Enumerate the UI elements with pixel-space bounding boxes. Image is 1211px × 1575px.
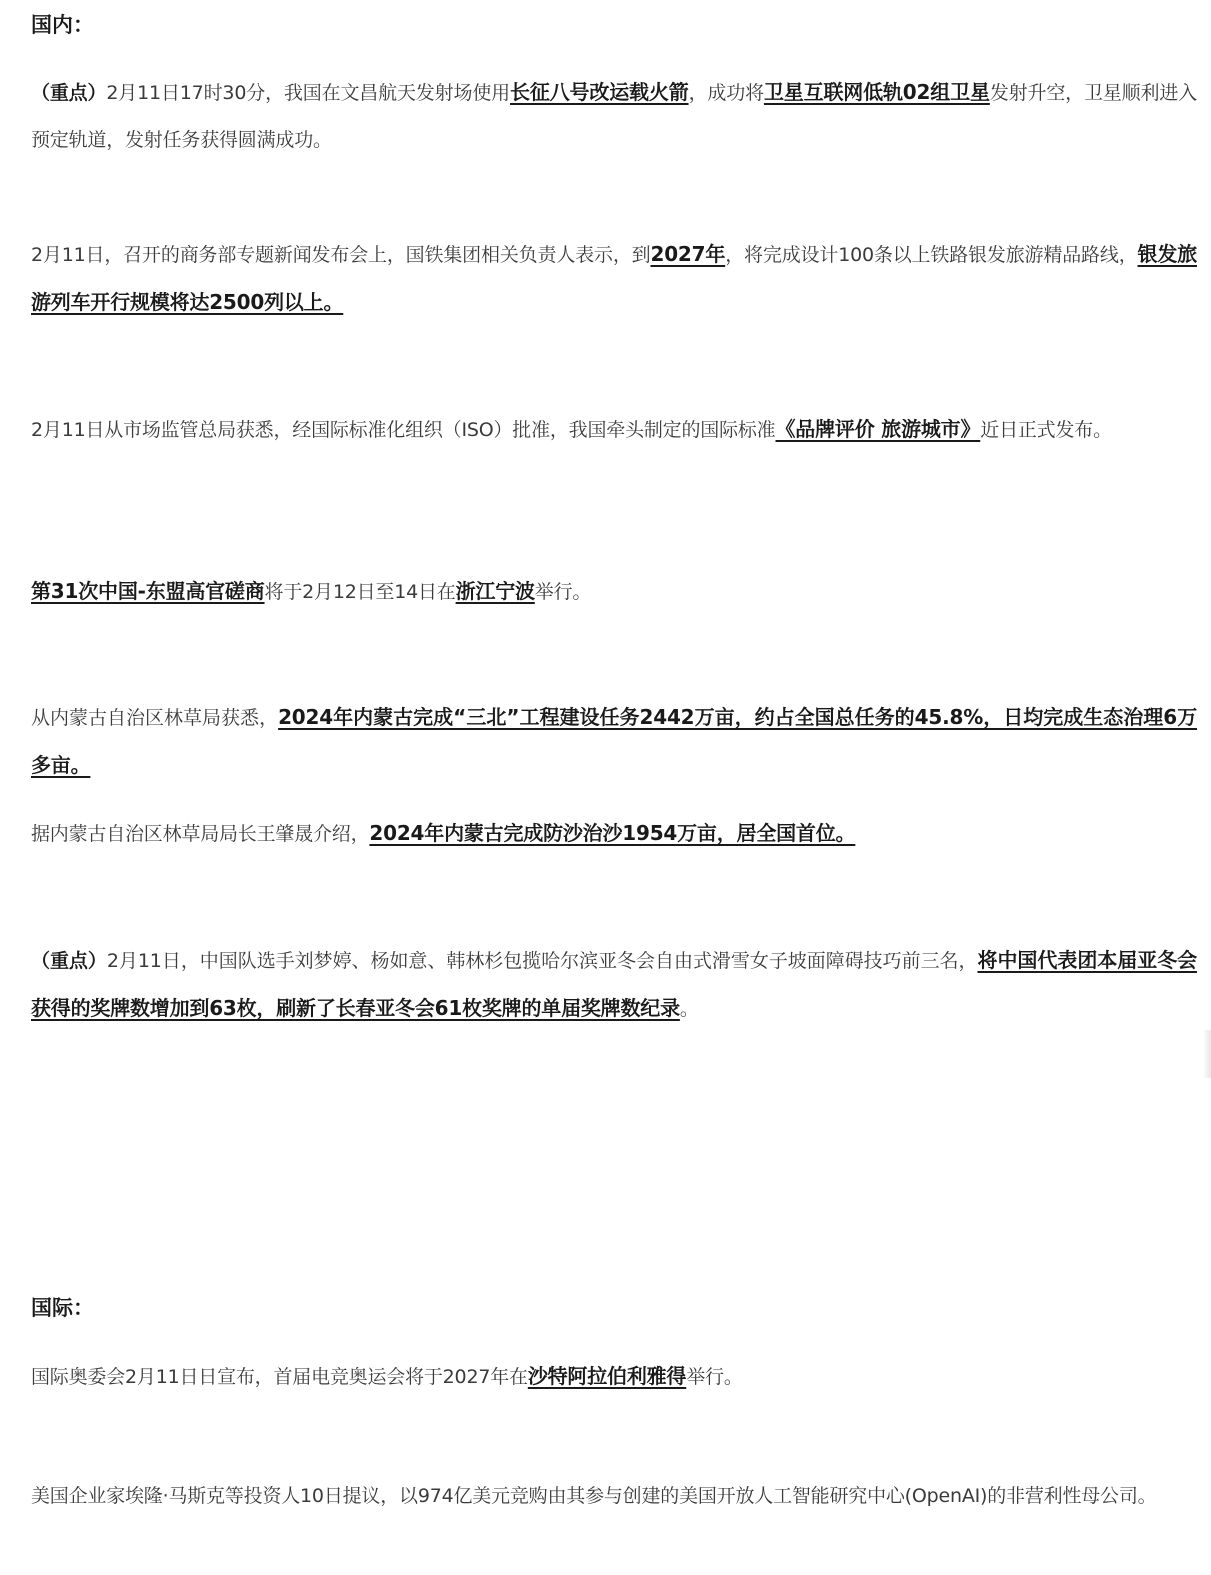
item-text: 2月11日，中国队选手刘梦婷、杨如意、韩林杉包揽哈尔滨亚冬会自由式滑雪女子坡面障碍技巧前三名， bbox=[106, 950, 978, 972]
news-item-asean bbox=[31, 568, 1197, 616]
key-tag: （重点） bbox=[31, 950, 107, 972]
item-text: 2月11日，召开的商务部专题新闻发布会上，国铁集团相关负责人表示，到 bbox=[31, 244, 651, 266]
highlight-ningbo: 浙江宁波 bbox=[455, 579, 535, 603]
news-item-three-north bbox=[31, 694, 1197, 790]
news-item-esports-olympics bbox=[31, 1353, 1197, 1401]
highlight-three-north: 2024年内蒙古完成“三北”工程建设任务2442万亩，约占全国总任务的45.8%，日均完成生态治理6万多亩。 bbox=[31, 705, 1198, 777]
highlight-medal-record: 将中国代表团本届亚冬会获得的奖牌数增加到63枚，刷新了长春亚冬会61枚奖牌的单届奖牌数纪录 bbox=[31, 948, 1197, 1020]
item-text: ，成功将 bbox=[688, 82, 764, 104]
highlight-train-scale: 银发旅游列车开行规模将达2500列以上。 bbox=[31, 242, 1197, 314]
highlight-standard-name: 《品牌评价 旅游城市》 bbox=[775, 417, 981, 441]
item-text: 据内蒙古自治区林草局局长王肇晟介绍， bbox=[31, 823, 370, 845]
news-item-iso-standard bbox=[31, 406, 1197, 454]
item-text: 发射升空，卫星顺利进入预定轨道，发射任务获得圆满成功。 bbox=[31, 82, 1198, 151]
item-text: 2月11日从市场监管总局获悉，经国际标准化组织（ISO）批准，我国牵头制定的国际标准 bbox=[31, 419, 776, 441]
item-text: 举行。 bbox=[534, 581, 592, 603]
news-item-asian-winter-games bbox=[31, 937, 1197, 1033]
key-tag: （重点） bbox=[31, 82, 107, 104]
item-text: ，将完成设计100条以上铁路银发旅游精品路线， bbox=[725, 244, 1138, 266]
item-text: 近日正式发布。 bbox=[980, 419, 1112, 441]
highlight-satellite: 卫星互联网低轨02组卫星 bbox=[763, 80, 990, 104]
highlight-riyadh: 沙特阿拉伯利雅得 bbox=[527, 1364, 687, 1388]
highlight-desertification: 2024年内蒙古完成防沙治沙1954万亩，居全国首位。 bbox=[369, 821, 856, 845]
highlight-rocket: 长征八号改运载火箭 bbox=[510, 80, 689, 104]
highlight-year: 2027年 bbox=[650, 242, 726, 266]
item-text: 举行。 bbox=[686, 1366, 743, 1388]
news-item-desertification bbox=[31, 810, 1197, 858]
item-text: 国际奥委会2月11日日宣布，首届电竞奥运会将于2027年在 bbox=[31, 1366, 528, 1388]
item-text: 。 bbox=[679, 998, 699, 1020]
item-text: 将于2月12日至14日在 bbox=[264, 581, 456, 603]
domestic-heading: 国内： bbox=[31, 13, 94, 37]
news-item-rocket-launch bbox=[31, 69, 1197, 164]
highlight-asean-talks: 第31次中国-东盟高官磋商 bbox=[31, 579, 265, 603]
scroll-edge-shadow bbox=[1203, 1030, 1211, 1078]
item-text: 2月11日17时30分，我国在文昌航天发射场使用 bbox=[106, 82, 511, 104]
news-item-silver-tourism bbox=[31, 231, 1197, 327]
news-item-openai-bid bbox=[31, 1473, 1197, 1520]
item-text: 美国企业家埃隆·马斯克等投资人10日提议，以974亿美元竞购由其参与创建的美国开放人工智能研究中心(OpenAI)的非营利性母公司。 bbox=[31, 1485, 1157, 1507]
item-text: 从内蒙古自治区林草局获悉， bbox=[31, 707, 279, 729]
international-heading: 国际： bbox=[31, 1296, 94, 1320]
